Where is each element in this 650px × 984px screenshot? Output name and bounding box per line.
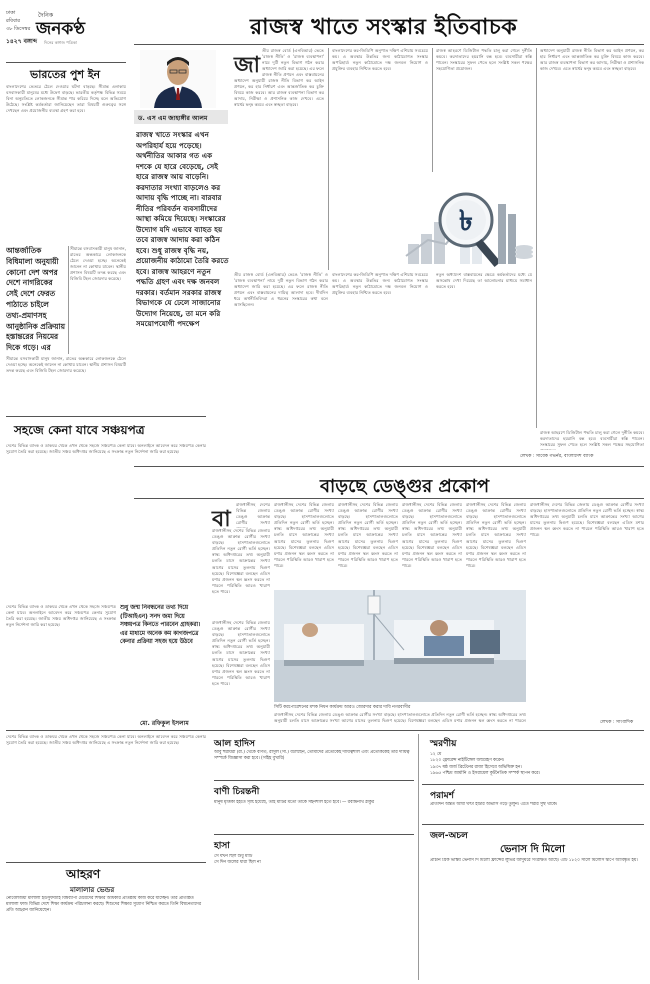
newspaper-logo: জনকণ্ঠ: [36, 19, 86, 39]
dengue-body-col7: রাজধানীসহ দেশের বিভিন্ন জেলায় ডেঙ্গু আক্রান্ত রোগীর সংখ্যা বাড়ছে। হাসপাতালগুলোতে প্রতিদিন নতুন রোগী ভর্তি হচ্ছেন। স্বাস্থ্য অধিদপ্তরের তথ্য অনুযায়ী চলতি মাসে আক্রান্তের সংখ্যা আগের মাসের তুলনায় দ্বিগুণ হয়েছে। বিশেষজ্ঞরা বলছেন এডিস মশার প্রজনন স্থল ধ্বংস করতে না পারলে পরিস্থিতি আরও খারাপ হতে পারে।: [212, 620, 270, 686]
bani-chironi-body: মানুষ মৃত্তিকা হইতে সৃষ্টি হয়েছে, তাই মাটির মতো তাকে সহনশীল হতে হবে। — রবীন্দ্রনাথ ঠাকুর: [214, 800, 374, 805]
dengue-body-col4: রাজধানীসহ দেশের বিভিন্ন জেলায় ডেঙ্গু আক্রান্ত রোগীর সংখ্যা বাড়ছে। হাসপাতালগুলোতে প্রতিদিন নতুন রোগী ভর্তি হচ্ছেন। স্বাস্থ্য অধিদপ্তরের তথ্য অনুযায়ী চলতি মাসে আক্রান্তের সংখ্যা আগের মাসের তুলনায় দ্বিগুণ হয়েছে। বিশেষজ্ঞরা বলছেন এডিস মশার প্রজনন স্থল ধ্বংস করতে না পারলে পরিস্থিতি আরও খারাপ হতে পারে।: [402, 502, 462, 568]
dengue-body-col1: রাজধানীসহ দেশের বিভিন্ন জেলায় ডেঙ্গু আক্রান্ত রোগীর সংখ্যা বাড়ছে। হাসপাতালগুলোতে প্রতিদিন নতুন রোগী ভর্তি হচ্ছেন। স্বাস্থ্য অধিদপ্তরের তথ্য অনুযায়ী চলতি মাসে আক্রান্তের সংখ্যা আগের মাসের তুলনায় দ্বিগুণ হয়েছে। বিশেষজ্ঞরা বলছেন এডিস মশার প্রজনন স্থল ধ্বংস করতে না পারলে পরিস্থিতি আরও খারাপ হতে পারে।: [212, 528, 270, 594]
al-hadis-body: আবু হুরায়রা (রা.) থেকে বর্ণিত, রাসুল (সা.) বলেছেন, তোমাদের প্রত্যেকেই দায়িত্বশীল এবং প্রত্যেককেই তার দায়িত্ব সম্পর্কে জিজ্ঞাসা করা হবে। (সহিহ বুখারি): [214, 750, 410, 762]
article-body-sanchayapatra: দেশের বিভিন্ন ব্যাংক ও ডাকঘর থেকে এখন থেকে সহজে সঞ্চয়পত্র কেনা যাবে। অনলাইনে আবেদন করে সঞ্চয়পত্র কেনার সুযোগ তৈরি করা হয়েছে। জাতীয় সঞ্চয় অধিদপ্তর জানিয়েছে এ সংক্রান্ত নতুন নির্দেশনা জারি করা হয়েছে।: [6, 443, 206, 455]
rajasso-body-col3: রাজস্ব আহরণে ডিজিটাল পদ্ধতি চালু করা গেলে দুর্নীতি কমবে। করদাতাদের হয়রানি বন্ধ হবে। ব্যবসায়ীরা স্বস্তি পাবেন। সংস্কারের সুফল পেতে হলে সংশ্লিষ্ট সকল পক্ষের সহযোগিতা প্রয়োজন।: [436, 48, 532, 72]
rajasso-body-col1: তীয় রাজস্ব বোর্ড (এনবিআর) ভেঙে 'রাজস্ব নীতি' ও 'রাজস্ব ব্যবস্থাপনা' নামে দুটি নতুন বিভাগ গঠন করার অধ্যাদেশ জারি করা হয়েছে। এর ফলে রাজস্ব নীতি প্রণয়ন এবং বাস্তবায়নের: [262, 48, 324, 78]
section-title-al-hadis: আল হাদিস: [214, 739, 255, 749]
dengue-body-col6: রাজধানীসহ দেশের বিভিন্ন জেলায় ডেঙ্গু আক্রান্ত রোগীর সংখ্যা বাড়ছে। হাসপাতালগুলোতে প্রতিদিন নতুন রোগী ভর্তি হচ্ছেন। স্বাস্থ্য অধিদপ্তরের তথ্য অনুযায়ী চলতি মাসে আক্রান্তের সংখ্যা আগের মাসের তুলনায় দ্বিগুণ হয়েছে। বিশেষজ্ঞরা বলছেন এডিস মশার প্রজনন স্থল ধ্বংস করতে না পারলে পরিস্থিতি আরও খারাপ হতে পারে।: [530, 502, 644, 538]
smoronio-list: [430, 752, 644, 778]
rajasso-body-col5: তীয় রাজস্ব বোর্ড (এনবিআর) ভেঙে 'রাজস্ব নীতি' ও 'রাজস্ব ব্যবস্থাপনা' নামে দুটি নতুন বিভাগ গঠন করার অধ্যাদেশ জারি করা হয়েছে। এর ফলে রাজস্ব নীতি প্রণয়ন এবং বাস্তবায়নের দায়িত্ব আলাদা হবে। দীর্ঘদিন ধরে অর্থনীতিবিদরা এ ধরনের সংস্কারের কথা বলে আসছিলেন।: [234, 272, 328, 308]
smoronio-item: ১৯৩৭ ষষ্ঠ জর্জ ব্রিটেনের রাজা হিসেবে অভিষিক্ত হন।: [430, 764, 522, 770]
rajasso-body-col1b: অধ্যাদেশ অনুযায়ী রাজস্ব নীতি বিভাগ কর আইন প্রণয়ন, কর হার নির্ধারণ এবং আন্তর্জাতিক কর চুক্তি বিষয়ে কাজ করবে। আর রাজস্ব ব্যবস্থাপনা বিভাগ কর আদায়, নিরীক্ষা ও প্রশাসনিক কাজ দেখবে। এতে স্বার্থের দ্বন্দ্ব কমবে এবং স্বচ্ছতা বাড়বে।: [234, 78, 324, 108]
dengue-author: লেখক : সাংবাদিক: [600, 720, 634, 725]
section-title-bani-chironi: বাণী চিরন্তনী: [214, 787, 260, 797]
masthead-weekday: রবিবার: [6, 18, 20, 24]
article-body-sanchayapatra-bottom: দেশের বিভিন্ন ব্যাংক ও ডাকঘর থেকে এখন থেকে সহজে সঞ্চয়পত্র কেনা যাবে। অনলাইনে আবেদন করে সঞ্চয়পত্র কেনার সুযোগ তৈরি করা হয়েছে। জাতীয় সঞ্চয় অধিদপ্তর জানিয়েছে এ সংক্রান্ত নতুন নির্দেশনা জারি করা হয়েছে।: [6, 734, 206, 746]
rajasso-pullquote-box: [134, 128, 230, 454]
article-body-push-in: বাংলাদেশের ভেতরে ঠেলে দেওয়ার ঘটনা বাড়ছে। সীমান্ত এলাকায় বসবাসকারী মানুষের মধ্যে উদ্বেগ বাড়ছে। ভারতীয় কর্তৃপক্ষ বিভিন্ন সময়ে বিনা অনুমতিতে লোকজনকে সীমান্ত পার করিয়ে দিচ্ছে বলে অভিযোগ উঠেছে। সংশ্লিষ্ট কর্মকর্তারা জানিয়েছেন তারা বিষয়টি গুরুত্বের সঙ্গে দেখছেন এবং প্রয়োজনীয় ব্যবস্থা গ্রহণ করা হবে।: [6, 84, 126, 114]
masthead-city: ঢাকা: [6, 10, 16, 16]
masthead-tagline: দিনের কাগজ পত্রিকা: [44, 40, 77, 45]
rajasso-dropcap: জা: [234, 53, 261, 78]
section-title-aahoron: আহরণ: [66, 867, 101, 881]
masthead: [6, 6, 126, 58]
section-title-hasa: হাসা: [214, 841, 230, 851]
smoronio-item: ১৮২০ ফ্লোরেন্স নাইটিঙ্গেল জন্মগ্রহণ করেন।: [430, 758, 505, 764]
rajasso-body-col6: বাংলাদেশের কর-জিডিপি অনুপাত দক্ষিণ এশিয়ায় সবচেয়ে কম। এ অবস্থার উন্নতির জন্য কাঠামোগত সংস্কার অপরিহার্য। নতুন কাঠামোতে দক্ষ জনবল নিয়োগ ও প্রযুক্তির ব্যবহার নিশ্চিত করতে হবে।: [332, 272, 428, 296]
article-headline-sanchayapatra: সহজে কেনা যাবে সঞ্চয়পত্র: [14, 423, 145, 437]
smoronio-item: ১৯৬৫ পশ্চিম জার্মানি ও ইসরায়েল কূটনৈতিক সম্পর্ক স্থাপন করে।: [430, 771, 541, 777]
article-headline-push-in: ভারতের পুশ ইন: [30, 68, 101, 81]
aahoron-body: নোবেলজয়ী মালালা ইউসুফজাই বিশ্বব্যাপী মেয়েদের শিক্ষার অধিকার প্রতিষ্ঠায় কাজ করে যাচ্ছেন। তার প্রতিষ্ঠিত মালালা ফান্ড বিভিন্ন দেশে শিক্ষা কার্যক্রম পরিচালনা করছে। শিশুদের শিক্ষার সুযোগ নিশ্চিত করতে তিনি বিশ্বনেতাদের প্রতি আহ্বান জানিয়েছেন।: [6, 896, 201, 914]
dengue-body-col2: রাজধানীসহ দেশের বিভিন্ন জেলায় ডেঙ্গু আক্রান্ত রোগীর সংখ্যা বাড়ছে। হাসপাতালগুলোতে প্রতিদিন নতুন রোগী ভর্তি হচ্ছেন। স্বাস্থ্য অধিদপ্তরের তথ্য অনুযায়ী চলতি মাসে আক্রান্তের সংখ্যা আগের মাসের তুলনায় দ্বিগুণ হয়েছে। বিশেষজ্ঞরা বলছেন এডিস মশার প্রজনন স্থল ধ্বংস করতে না পারলে পরিস্থিতি আরও খারাপ হতে পারে।: [274, 502, 334, 568]
dengue-hospital-photo: [274, 590, 526, 702]
jol-ochol-body: প্রাচীন গ্রিক ভাস্কর্য ভেনাস দি মিলো ফ্রান্সের ল্যুভর জাদুঘরে সংরক্ষিত আছে। এটি ১৮২০ সালে মিলোস দ্বীপে আবিষ্কৃত হয়।: [430, 858, 638, 863]
rajasso-body-col7: নতুন অধ্যাদেশ বাস্তবায়নের ক্ষেত্রে কর্মকর্তাদের মধ্যে যে অসন্তোষ দেখা দিয়েছে তা আলোচনার মাধ্যমে সমাধান করতে হবে।: [436, 272, 532, 290]
dengue-body-col5: রাজধানীসহ দেশের বিভিন্ন জেলায় ডেঙ্গু আক্রান্ত রোগীর সংখ্যা বাড়ছে। হাসপাতালগুলোতে প্রতিদিন নতুন রোগী ভর্তি হচ্ছেন। স্বাস্থ্য অধিদপ্তরের তথ্য অনুযায়ী চলতি মাসে আক্রান্তের সংখ্যা আগের মাসের তুলনায় দ্বিগুণ হয়েছে। বিশেষজ্ঞরা বলছেন এডিস মশার প্রজনন স্থল ধ্বংস করতে না পারলে পরিস্থিতি আরও খারাপ হতে পারে।: [466, 502, 526, 568]
dengue-dropcap: বা: [212, 507, 231, 532]
sidebar-quote-tin: শুধু জন্ম নিবন্ধনের তথ্য দিয়ে (টিআইএন) সনদ জমা দিয়ে সঞ্চয়পত্র কিনতে পারবেন গ্রাহকরা। এর মাধ্যমে অনেক কম কাগজপত্রে কেনার প্রক্রিয়া সহজ হয়ে উঠবে: [120, 605, 201, 645]
byline-rafiqul: মো. রফিকুল ইসলাম: [140, 720, 189, 727]
article-headline-dengue: বাড়ছে ডেঙ্গুর প্রকোপ: [320, 476, 490, 497]
pull-quote-international-rules: আন্তর্জাতিক বিধিমালা অনুযায়ী কোনো দেশ অপর দেশে নাগরিকের সেই দেশে ফেরত পাঠাতে চাইলে তথ্য-প্রমাণসহ আনুষ্ঠানিক প্রক্রিয়ায় হস্তান্তরের নিয়মের দিকে গড়ে। এর: [6, 246, 65, 352]
jol-ochol-subtitle: ভেনাস দি মিলো: [500, 844, 565, 855]
article-body-push-in-more: সীমান্তে বসবাসকারী মানুষ জানান, রাতের অন্ধকারে লোকজনকে ঠেলে দেওয়া হচ্ছে। অনেকেই জানেন না কোথায় যাবেন। স্থানীয় প্রশাসন বিষয়টি তদন্ত করছে এবং বিজিবি টহল জোরদার করেছে।: [6, 356, 126, 374]
rajasso-body-col8: রাজস্ব আহরণে ডিজিটাল পদ্ধতি চালু করা গেলে দুর্নীতি কমবে। করদাতাদের হয়রানি বন্ধ হবে। ব্যবসায়ীরা স্বস্তি পাবেন। সংস্কারের সুফল পেতে হলে সংশ্লিষ্ট সকল পক্ষের সহযোগিতা: [540, 430, 644, 448]
dengue-body-col1-top: রাজধানীসহ দেশের বিভিন্ন জেলায় ডেঙ্গু আক্রান্ত রোগীর সংখ্যা: [236, 502, 270, 526]
section-title-poramorsho: পরামর্শ: [430, 791, 454, 801]
dengue-body-col3: রাজধানীসহ দেশের বিভিন্ন জেলায় ডেঙ্গু আক্রান্ত রোগীর সংখ্যা বাড়ছে। হাসপাতালগুলোতে প্রতিদিন নতুন রোগী ভর্তি হচ্ছেন। স্বাস্থ্য অধিদপ্তরের তথ্য অনুযায়ী চলতি মাসে আক্রান্তের সংখ্যা আগের মাসের তুলনায় দ্বিগুণ হয়েছে। বিশেষজ্ঞরা বলছেন এডিস মশার প্রজনন স্থল ধ্বংস করতে না পারলে পরিস্থিতি আরও খারাপ হতে পারে।: [338, 502, 398, 568]
hasa-body: সে যখন ছিল শুধু মাটি সে দিন জলের ধারা ছিল না: [214, 854, 261, 866]
author-name-box: [134, 110, 228, 124]
taka-illustration: [400, 174, 534, 270]
masthead-year: ১৪২৭ বঙ্গাব্দ: [6, 38, 37, 45]
aahoron-subtitle: মালালার ভেন্ডর: [70, 886, 115, 894]
smoronio-date: ১২ মে: [430, 752, 442, 757]
section-title-smoronio: স্মরণীয়: [430, 739, 457, 749]
section-title-jol-ochol: জল-অচল: [430, 831, 468, 841]
author-name: ড. এস এম জাহাঙ্গীর আলম: [138, 115, 208, 122]
rajasso-body-col2: বাংলাদেশের কর-জিডিপি অনুপাত দক্ষিণ এশিয়ায় সবচেয়ে কম। এ অবস্থার উন্নতির জন্য কাঠামোগত সংস্কার অপরিহার্য। নতুন কাঠামোতে দক্ষ জনবল নিয়োগ ও প্রযুক্তির ব্যবহার নিশ্চিত করতে হবে।: [332, 48, 428, 72]
rajasso-body-col4: অধ্যাদেশ অনুযায়ী রাজস্ব নীতি বিভাগ কর আইন প্রণয়ন, কর হার নির্ধারণ এবং আন্তর্জাতিক কর চুক্তি বিষয়ে কাজ করবে। আর রাজস্ব ব্যবস্থাপনা বিভাগ কর আদায়, নিরীক্ষা ও প্রশাসনিক কাজ দেখবে। এতে স্বার্থের দ্বন্দ্ব কমবে এবং স্বচ্ছতা বাড়বে।: [540, 48, 644, 72]
rajasso-author-byline: লেখক : সাবেক গভর্নর, বাংলাদেশ ব্যাংক: [520, 454, 594, 459]
article-body-sanchayapatra-cont: দেশের বিভিন্ন ব্যাংক ও ডাকঘর থেকে এখন থেকে সহজে সঞ্চয়পত্র কেনা যাবে। অনলাইনে আবেদন করে সঞ্চয়পত্র কেনার সুযোগ তৈরি করা হয়েছে। জাতীয় সঞ্চয় অধিদপ্তর জানিয়েছে এ সংক্রান্ত নতুন নির্দেশনা জারি করা হয়েছে।: [6, 604, 116, 628]
svg-text:৳: ৳: [459, 204, 473, 237]
article-body-push-in-cont: সীমান্তে বসবাসকারী মানুষ জানান, রাতের অন্ধকারে লোকজনকে ঠেলে দেওয়া হচ্ছে। অনেকেই জানেন না কোথায় যাবেন। স্থানীয় প্রশাসন বিষয়টি তদন্ত করছে এবং বিজিবি টহল জোরদার করেছে।: [70, 246, 126, 282]
dengue-photo-caption: সিটি করপোরেশনের মশক নিধন কার্যক্রম আরও জোরদার করার দাবি নগরবাসীর: [274, 705, 411, 710]
dengue-body-col8: রাজধানীসহ দেশের বিভিন্ন জেলায় ডেঙ্গু আক্রান্ত রোগীর সংখ্যা বাড়ছে। হাসপাতালগুলোতে প্রতিদিন নতুন রোগী ভর্তি হচ্ছেন। স্বাস্থ্য অধিদপ্তরের তথ্য অনুযায়ী চলতি মাসে আক্রান্তের সংখ্যা আগের মাসের তুলনায় দ্বিগুণ হয়েছে। বিশেষজ্ঞরা বলছেন এডিস মশার প্রজনন স্থল ধ্বংস করতে না পারলে: [274, 712, 526, 724]
rajasso-pullquote: রাজস্ব খাতে সংস্কার এখন অপরিহার্য হয়ে পড়েছে। অর্থনীতির আকার গত এক দশকে যে হারে বেড়েছে, সেই হারে রাজস্ব আয় বাড়েনি। করদাতার সংখ্যা বাড়লেও কর আদায় বৃদ্ধি পাচ্ছে না। বারবার নীতির পরিবর্তন ব্যবসায়ীদের আস্থা কমিয়ে দিয়েছে। সংস্কারের উদ্যোগ যদি এভাবে ব্যাহত হয় তবে রাজস্ব আদায় করা কঠিন হবে। শুধু রাজস্ব বৃদ্ধি নয়, প্রয়োজনীয় কাঠামো তৈরি করতে হবে। রাজস্ব আহরণে নতুন পদ্ধতি গ্রহণ এবং দক্ষ জনবল দরকার। বর্তমান সরকার রাজস্ব বিভাগকে যে ঢেলে সাজানোর উদ্যোগ নিয়েছে, তা মনে করি সময়োপযোগী পদক্ষেপ: [136, 130, 229, 328]
masthead-daily: দৈনিক: [38, 12, 54, 19]
masthead-date: ৩৮ ডিসেম্বর: [6, 26, 31, 32]
poramorsho-body: প্রতিদিন অন্তত আধা ঘণ্টা হাঁটার অভ্যাস গড়ে তুলুন। এতে শরীর সুস্থ থাকে।: [430, 802, 558, 807]
author-photo: [140, 50, 216, 108]
article-headline-rajasso: রাজস্ব খাতে সংস্কার ইতিবাচক: [250, 15, 518, 40]
